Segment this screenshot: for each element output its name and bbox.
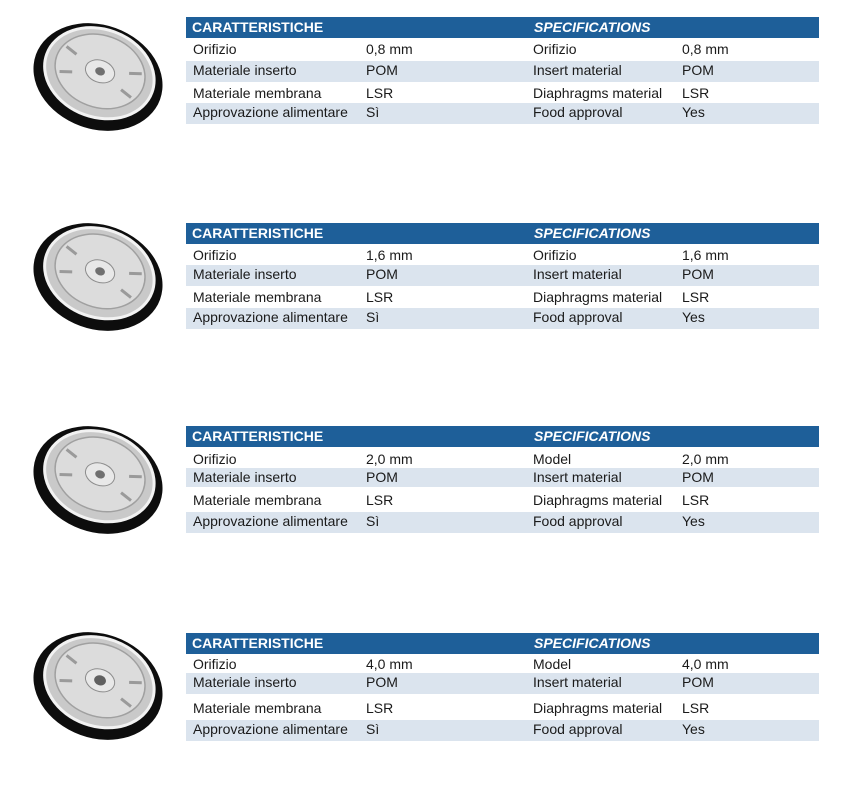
valve-image [30, 418, 170, 538]
value-en: LSR [682, 700, 710, 716]
spec-row [186, 468, 819, 487]
value-it: 0,8 mm [366, 41, 413, 57]
value-en: LSR [682, 289, 710, 305]
value-en: Yes [682, 309, 705, 325]
value-it: POM [366, 266, 398, 282]
label-en: Orifizio [533, 247, 577, 263]
label-it: Materiale inserto [193, 469, 297, 485]
value-en: 0,8 mm [682, 41, 729, 57]
spec-row [186, 82, 819, 103]
value-en: POM [682, 674, 714, 690]
header-it: CARATTERISTICHE [192, 428, 324, 444]
label-en: Food approval [533, 104, 623, 120]
valve-image [30, 624, 170, 744]
label-it: Materiale inserto [193, 266, 297, 282]
spec-table [186, 633, 819, 741]
label-it: Orifizio [193, 247, 237, 263]
label-it: Approvazione alimentare [193, 721, 348, 737]
value-it: LSR [366, 85, 394, 101]
value-it: Sì [366, 104, 380, 120]
label-it: Materiale inserto [193, 62, 297, 78]
label-it: Materiale membrana [193, 289, 322, 305]
spec-row [186, 38, 819, 61]
value-it: 2,0 mm [366, 451, 413, 467]
label-it: Approvazione alimentare [193, 513, 348, 529]
label-it: Orifizio [193, 451, 237, 467]
label-en: Diaphragms material [533, 289, 663, 305]
valve-image [30, 215, 170, 335]
value-en: POM [682, 266, 714, 282]
label-en: Diaphragms material [533, 85, 663, 101]
label-it: Orifizio [193, 656, 237, 672]
spec-row [186, 265, 819, 286]
header-en: SPECIFICATIONS [534, 428, 651, 444]
spec-table [186, 17, 819, 124]
value-en: Yes [682, 513, 705, 529]
value-en: LSR [682, 492, 710, 508]
label-en: Diaphragms material [533, 700, 663, 716]
spec-header [186, 633, 819, 654]
spec-table [186, 426, 819, 533]
spec-header [186, 426, 819, 447]
spec-row [186, 673, 819, 694]
value-it: Sì [366, 721, 380, 737]
label-it: Materiale membrana [193, 492, 322, 508]
label-en: Orifizio [533, 41, 577, 57]
header-it: CARATTERISTICHE [192, 225, 324, 241]
value-it: POM [366, 62, 398, 78]
spec-table [186, 223, 819, 329]
spec-row [186, 61, 819, 82]
value-it: LSR [366, 700, 394, 716]
value-en: 1,6 mm [682, 247, 729, 263]
label-en: Insert material [533, 266, 622, 282]
header-en: SPECIFICATIONS [534, 225, 651, 241]
spec-row [186, 308, 819, 329]
spec-row [186, 720, 819, 741]
value-en: 2,0 mm [682, 451, 729, 467]
spec-row [186, 244, 819, 265]
value-it: POM [366, 674, 398, 690]
spec-header [186, 17, 819, 38]
spec-row [186, 694, 819, 720]
header-it: CARATTERISTICHE [192, 635, 324, 651]
label-en: Model [533, 451, 572, 467]
spec-row [186, 654, 819, 673]
label-en: Food approval [533, 721, 623, 737]
label-it: Approvazione alimentare [193, 104, 348, 120]
label-en: Insert material [533, 674, 622, 690]
spec-row [186, 286, 819, 308]
value-en: POM [682, 62, 714, 78]
value-it: POM [366, 469, 398, 485]
value-it: 4,0 mm [366, 656, 413, 672]
spec-row [186, 447, 819, 468]
label-en: Insert material [533, 62, 622, 78]
value-it: Sì [366, 513, 380, 529]
spec-header [186, 223, 819, 244]
label-en: Diaphragms material [533, 492, 663, 508]
value-en: 4,0 mm [682, 656, 729, 672]
label-en: Food approval [533, 513, 623, 529]
label-it: Materiale membrana [193, 700, 322, 716]
spec-row [186, 103, 819, 124]
value-it: 1,6 mm [366, 247, 413, 263]
label-it: Materiale membrana [193, 85, 322, 101]
value-en: Yes [682, 104, 705, 120]
value-en: POM [682, 469, 714, 485]
value-it: LSR [366, 289, 394, 305]
value-it: LSR [366, 492, 394, 508]
value-it: Sì [366, 309, 380, 325]
label-it: Approvazione alimentare [193, 309, 348, 325]
label-en: Model [533, 656, 572, 672]
value-en: Yes [682, 721, 705, 737]
label-it: Orifizio [193, 41, 237, 57]
label-it: Materiale inserto [193, 674, 297, 690]
label-en: Food approval [533, 309, 623, 325]
value-en: LSR [682, 85, 710, 101]
header-it: CARATTERISTICHE [192, 19, 324, 35]
header-en: SPECIFICATIONS [534, 635, 651, 651]
spec-row [186, 512, 819, 533]
label-en: Insert material [533, 469, 622, 485]
spec-row [186, 487, 819, 512]
header-en: SPECIFICATIONS [534, 19, 651, 35]
valve-image [30, 15, 170, 135]
